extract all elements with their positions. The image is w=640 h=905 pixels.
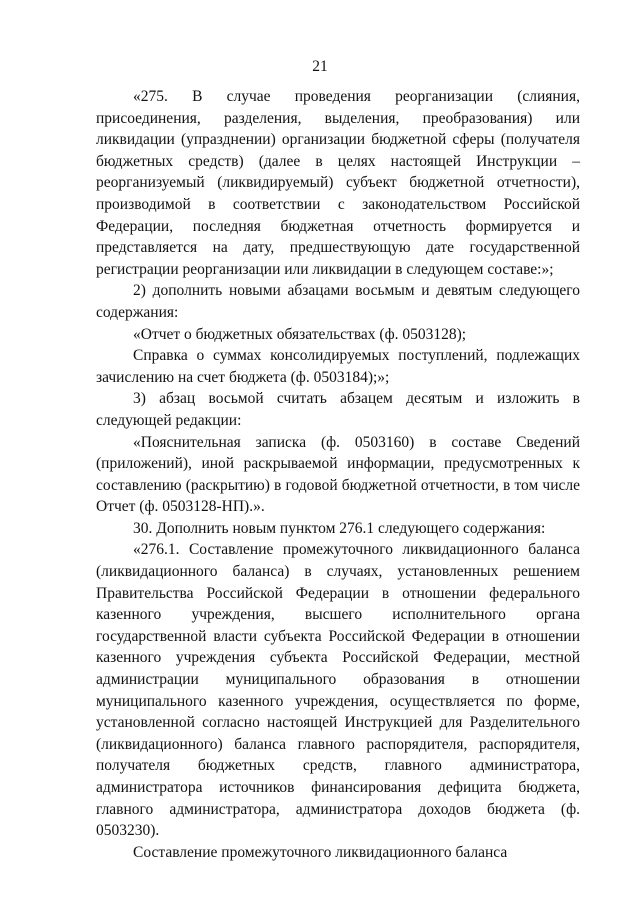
paragraph-275: «275. В случае проведения реорганизации (слияния, присоединения, разделения, выделения, преобразования) или ликвидации (упразднении) организации бюджетной сферы (получателя бюджетных средств) (далее в целях настоящей Инструкции – реорганизуемый (ликвидируемый) субъект бюджетной отчетности), производимой в соответствии с законодательством Российской Федерации, последняя бюджетная отчетность формируется и представляется на дату, предшествующую дате государственной регистрации реорганизации или ликвидации в следующем составе:»; bbox=[96, 88, 580, 278]
paragraph-item-30: 30. Дополнить новым пунктом 276.1 следующего содержания: bbox=[133, 519, 546, 537]
paragraph-amend-2: 2) дополнить новыми абзацами восьмым и девятым следующего содержания: bbox=[96, 282, 580, 321]
document-body bbox=[96, 86, 580, 863]
paragraph-explanatory-note: «Пояснительная записка (ф. 0503160) в составе Сведений (приложений), иной раскрываемой информации, предусмотренных к составлению (раскрытию) в годовой бюджетной отчетности, в том числе Отчет (ф. 0503128-НП).». bbox=[96, 433, 580, 516]
paragraph-continuation: Составление промежуточного ликвидационного баланса bbox=[133, 843, 508, 861]
paragraph-amend-3: 3) абзац восьмой считать абзацем десятым и изложить в следующей редакции: bbox=[96, 390, 580, 429]
paragraph-reference-receipts: Справка о суммах консолидируемых поступлений, подлежащих зачислению на счет бюджета (ф. 0503184);»; bbox=[96, 347, 580, 386]
page-number: 21 bbox=[312, 58, 328, 75]
paragraph-report-obligations: «Отчет о бюджетных обязательствах (ф. 0503128); bbox=[133, 325, 467, 343]
paragraph-276-1: «276.1. Составление промежуточного ликвидационного баланса (ликвидационного баланса) в случаях, установленных решением Правительства Российской Федерации в отношении федерального казенного учреждения, высшего исполнительного органа государственной власти субъекта Российской Федерации в отношении казенного учреждения субъекта Российской Федерации, местной администрации муниципального образования в отношении муниципального казенного учреждения, осуществляется по форме, установленной согласно настоящей Инструкцией для Разделительного (ликвидационного) баланса главного распорядителя, распорядителя, получателя бюджетных средств, главного администратора, администратора источников финансирования дефицита бюджета, главного администратора, администратора доходов бюджета (ф. 0503230). bbox=[96, 541, 580, 840]
